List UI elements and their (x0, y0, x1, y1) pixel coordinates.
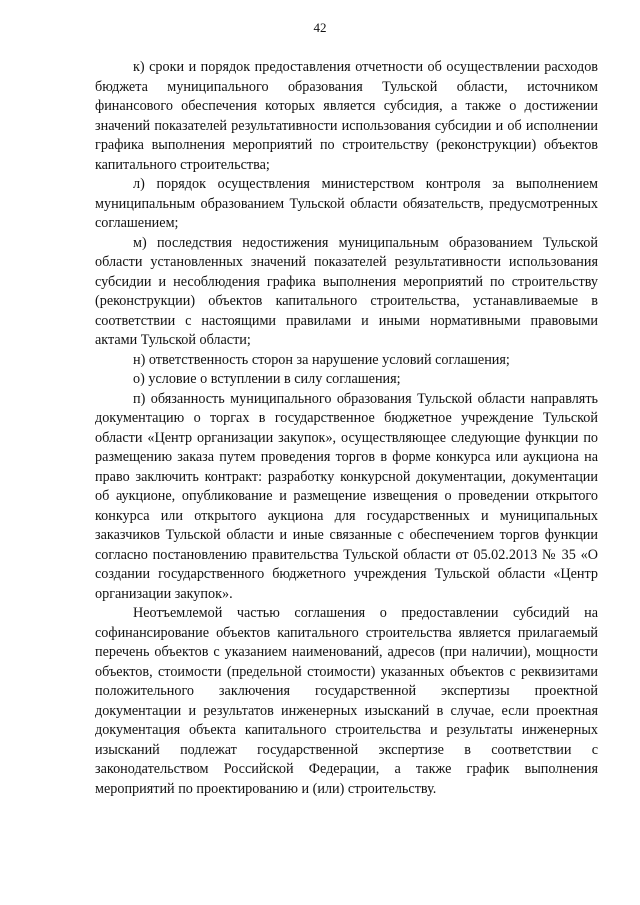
paragraph-closing: Неотъемлемой частью соглашения о предоставлении субсидий на софинансирование объектов капитального строительства является прилагаемый перечень объектов с указанием наименований, адресов (при наличии), мощности объектов, стоимости (предельной стоимости) указанных объектов с реквизитами положительного заключения государственной экспертизы проектной документации и результатов инженерных изысканий в случае, если проектная документация объекта капитального строительства и результаты инженерных изысканий подлежат государственной экспертизе в соответствии с законодательством Российской Федерации, а также график выполнения мероприятий по проектированию и (или) строительству. (95, 605, 598, 797)
paragraph-l: л) порядок осуществления министерством контроля за выполнением муниципальным образованием Тульской области обязательств, предусмотренных соглашением; (95, 176, 598, 231)
paragraph-p: п) обязанность муниципального образования Тульской области направлять документацию о торгах в государственное бюджетное учреждение Тульской области «Центр организации закупок», осуществляющее следующие функции по размещению заказа путем проведения торгов в форме конкурса или аукциона на право заключить контракт: разработку конкурсной документации, документации об аукционе, опубликование и размещение извещения о проведении открытого конкурса или открытого аукциона для государственных и муниципальных заказчиков Тульской области и иные связанные с обеспечением торгов функции согласно постановлению правительства Тульской области от 05.02.2013 № 35 «О создании государственного бюджетного учреждения Тульской области «Центр организации закупок». (95, 390, 598, 602)
paragraph-k: к) сроки и порядок предоставления отчетности об осуществлении расходов бюджета муниципального образования Тульской области, источником финансового обеспечения которых является субсидия, а также о достижении значений показателей результативности использования субсидии и об исполнении графика выполнения мероприятий по строительству (реконструкции) объектов капитального строительства; (95, 59, 598, 173)
page-number: 42 (313, 20, 327, 35)
paragraph-m: м) последствия недостижения муниципальным образованием Тульской области установленных значений показателей результативности использования субсидии и несоблюдения графика выполнения мероприятий по строительству (реконструкции) объектов капитального строительства, устанавливаемые в соответствии с настоящими правилами и иными нормативными правовыми актами Тульской области; (95, 234, 598, 348)
paragraph-n: н) ответственность сторон за нарушение условий соглашения; (133, 351, 510, 368)
paragraph-o: о) условие о вступлении в силу соглашения; (133, 371, 401, 387)
document-body (95, 58, 598, 799)
